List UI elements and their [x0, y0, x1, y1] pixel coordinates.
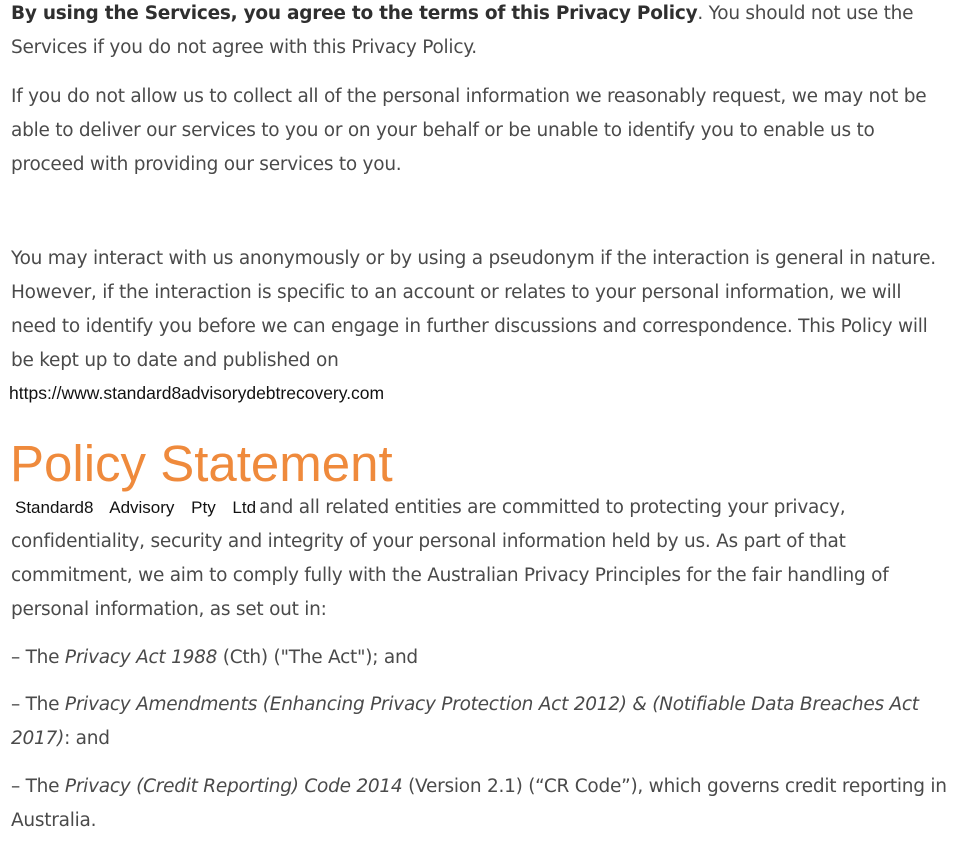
legislation-title: Privacy Act 1988 — [64, 647, 218, 668]
legislation-prefix: – The — [11, 694, 65, 715]
policy-statement-heading: Policy Statement — [10, 435, 393, 492]
company-name: Standard8 Advisory Pty Ltd — [15, 498, 257, 517]
intro-paragraph — [11, 0, 951, 65]
collection-paragraph: If you do not allow us to collect all of the personal information we reasonably request, we may not be able to deliver our services to you or on your behalf or be unable to identify you to enable us to proceed with providing our services to you. — [11, 86, 927, 175]
intro-bold-lead: By using the Services, you agree to the terms of this Privacy Policy — [11, 3, 698, 24]
legislation-item — [11, 770, 951, 838]
legislation-suffix: : and — [64, 728, 110, 749]
anonymity-paragraph: You may interact with us anonymously or by using a pseudonym if the interaction is general in nature. However, if the interaction is specific to an account or relates to your personal information, we will need to identify you before we can engage in further discussions and correspondence. This Policy will be kept up to date and published on — [11, 248, 936, 371]
policy-statement-paragraph — [11, 491, 951, 627]
legislation-item — [11, 641, 951, 675]
legislation-title: Privacy Amendments (Enhancing Privacy Protection Act 2012) & (Notifiable Data Breaches Act 2017) — [11, 694, 919, 749]
policy-statement-body: and all related entities are committed to protecting your privacy, confidentiality, security and integrity of your personal information held by us. As part of that commitment, we aim to comply fully with the Australian Privacy Principles for the fair handling of personal information, as set out in: — [11, 497, 889, 620]
intro-rest: . You should not use the Services if you do not agree with this Privacy Policy. — [11, 3, 914, 58]
legislation-title: Privacy (Credit Reporting) Code 2014 — [64, 776, 403, 797]
legislation-suffix: (Cth) ("The Act"); and — [217, 647, 418, 668]
legislation-prefix: – The — [11, 776, 65, 797]
legislation-suffix: (Version 2.1) (“CR Code”), which governs credit reporting in Australia. — [11, 776, 947, 831]
website-url[interactable]: https://www.standard8advisorydebtrecovery.com — [9, 383, 385, 403]
legislation-item — [11, 688, 951, 756]
legislation-prefix: – The — [11, 647, 65, 668]
